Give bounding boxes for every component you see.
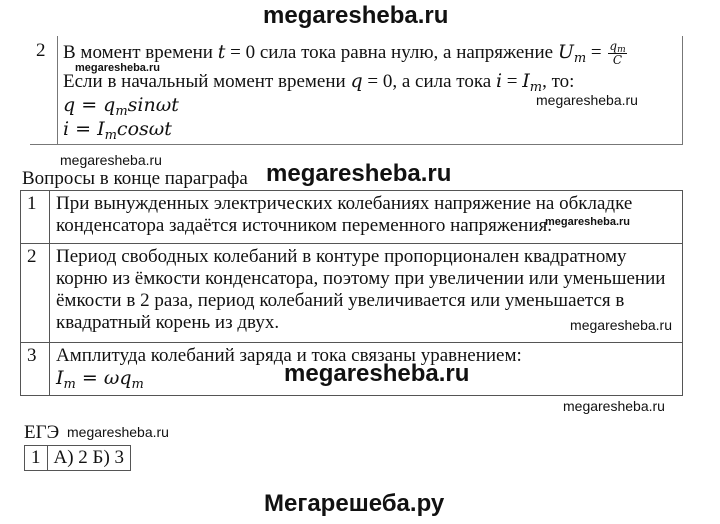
text-fragment: = 0, а сила тока <box>362 71 496 92</box>
watermark-inline: megaresheba.ru <box>545 216 630 228</box>
formula-part: q <box>103 94 116 116</box>
text-fragment: В момент времени <box>63 41 218 63</box>
fraction-qm-over-c <box>608 40 626 67</box>
table-row <box>21 343 683 396</box>
formula-i <box>63 118 172 143</box>
watermark-lower: megaresheba.ru <box>284 360 470 387</box>
formula-part: I <box>56 367 64 389</box>
questions-heading: Вопросы в конце параграфа <box>22 168 248 189</box>
watermark-ege: megaresheba.ru <box>67 424 169 440</box>
answer-box-top <box>30 36 683 145</box>
watermark-top: megaresheba.ru <box>263 2 449 29</box>
formula-sub: m <box>115 104 128 119</box>
formula-part: q <box>119 367 132 389</box>
watermark-right-lower: megaresheba.ru <box>563 398 665 414</box>
formula-part: q <box>63 94 76 116</box>
ege-number: 1 <box>25 446 48 471</box>
formula-sub: m <box>63 377 76 392</box>
watermark-left: megaresheba.ru <box>60 152 162 168</box>
var-U: U <box>557 40 574 63</box>
questions-table <box>20 190 683 396</box>
formula-q <box>63 94 179 119</box>
watermark-inline: megaresheba.ru <box>570 317 672 333</box>
text-fragment: Если в начальный момент времени <box>63 71 351 92</box>
text-fragment: = <box>586 41 607 63</box>
ege-heading: ЕГЭ <box>24 422 60 443</box>
frac-denominator: C <box>612 53 623 67</box>
text-fragment: , то: <box>542 71 575 92</box>
watermark-footer: Мегарешеба.ру <box>264 490 445 517</box>
formula-part: sinωt <box>127 94 179 116</box>
var-I: I <box>522 70 530 92</box>
var-i: i <box>495 70 503 92</box>
question-number: 1 <box>21 191 50 244</box>
frac-numerator: q <box>609 39 618 53</box>
answer-text: Период свободных колебаний в контуре пропорционален квадратному корню из ёмкости конденсатора, поэтому при увеличении или уменьшении ёмкости в 2 раза, период колебаний увеличивается или уменьшается в квадратный корень из двух. <box>56 246 666 333</box>
question-answer <box>50 244 683 343</box>
table-row <box>21 191 683 244</box>
watermark-right: megaresheba.ru <box>536 92 638 108</box>
formula-part: I <box>97 118 105 140</box>
frac-numerator-sub: m <box>617 45 626 55</box>
text-fragment: = <box>502 71 523 92</box>
formula-sub: m <box>104 128 117 143</box>
answer-line-2 <box>63 70 574 93</box>
formula-sub: m <box>131 377 144 392</box>
formula-part: = <box>69 118 98 140</box>
ege-answer: А) 2 Б) 3 <box>47 446 131 471</box>
question-answer <box>50 191 683 244</box>
answer-text: При вынужденных электрических колебаниях напряжение на обкладке конденсатора задаётся источником переменного напряжения. <box>56 193 633 236</box>
var-q: q <box>350 70 363 92</box>
watermark-mid: megaresheba.ru <box>266 160 452 187</box>
question-answer <box>50 343 683 396</box>
answer-text: Амплитуда колебаний заряда и тока связаны уравнением: <box>56 345 522 366</box>
formula-part: = <box>75 94 104 116</box>
var-t: t <box>217 40 226 63</box>
formula-Im <box>56 367 144 392</box>
watermark-small: megaresheba.ru <box>75 62 160 74</box>
subscript-m: m <box>529 80 543 95</box>
formula-part: = ω <box>75 367 120 389</box>
row-number: 2 <box>36 40 46 61</box>
formula-part: cosωt <box>116 118 172 140</box>
table-row <box>21 244 683 343</box>
table-row <box>25 446 131 471</box>
question-number: 2 <box>21 244 50 343</box>
column-divider <box>57 36 58 144</box>
question-number: 3 <box>21 343 50 396</box>
text-fragment: = 0 сила тока равна нулю, а напряжение <box>225 41 558 63</box>
ege-table <box>24 445 131 471</box>
subscript-m: m <box>573 50 587 66</box>
formula-part: i <box>63 118 70 140</box>
